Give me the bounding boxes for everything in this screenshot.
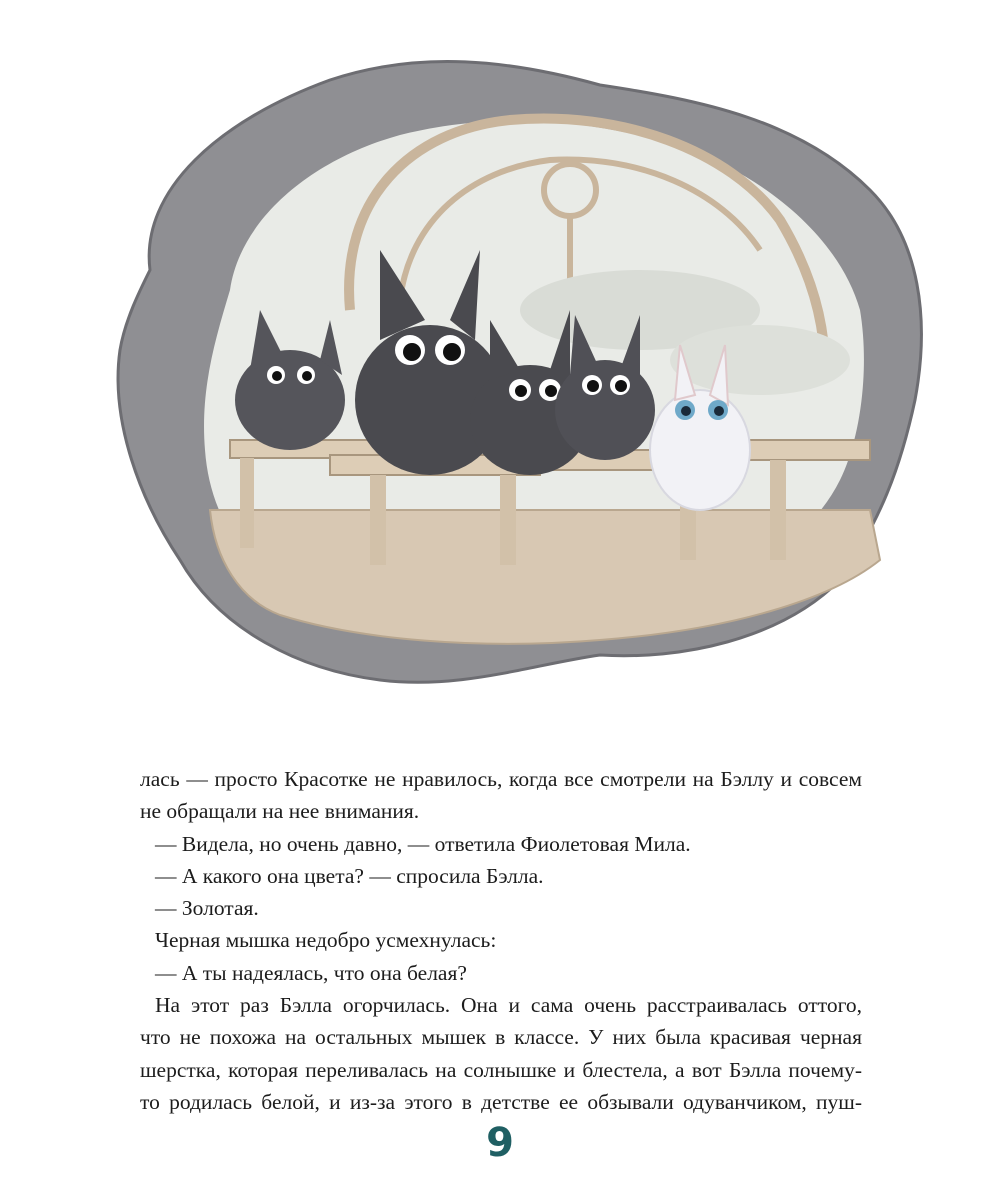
bat-classroom-illustration	[80, 40, 940, 690]
text-line: — А какого она цвета? — спросила Бэлла.	[155, 863, 544, 888]
text-line: то родилась белой, и из-за этого в детстве ее обзывали одуванчиком, пуш-	[140, 1089, 862, 1114]
story-text	[140, 763, 862, 1118]
page-number: 9	[486, 1120, 514, 1166]
text-line: шерстка, которая переливалась на солнышке и блестела, а вот Бэлла почему-	[140, 1057, 862, 1082]
text-line: — А ты надеялась, что она белая?	[155, 960, 467, 985]
text-line: — Видела, но очень давно, — ответила Фиолетовая Мила.	[155, 831, 691, 856]
illustration-svg	[80, 40, 940, 690]
text-line: Черная мышка недобро усмехнулась:	[155, 928, 497, 953]
text-line: лась — просто Красотке не нравилось, когда все смотрели на Бэллу и совсем	[140, 767, 862, 791]
text-line: не обращали на нее внимания.	[140, 799, 420, 824]
text-line: что не похожа на остальных мышек в классе. У них была красивая черная	[140, 1025, 862, 1050]
text-line: — Золотая.	[155, 896, 259, 921]
text-line: На этот раз Бэлла огорчилась. Она и сама очень расстраивалась оттого,	[155, 993, 862, 1018]
